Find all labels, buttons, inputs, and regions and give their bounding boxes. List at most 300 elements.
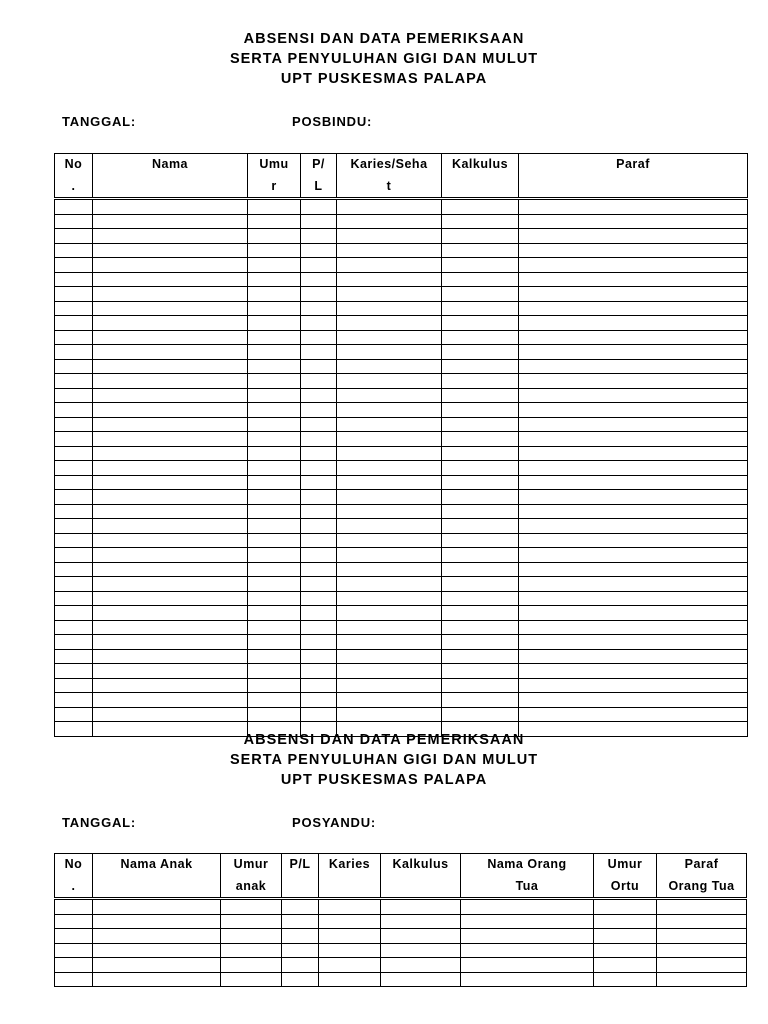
form1-blank-cell	[93, 635, 248, 650]
form2-blank-cell	[221, 899, 282, 915]
form1-blank-cell	[55, 490, 93, 505]
form1-blank-cell	[337, 562, 442, 577]
form2-blank-cell	[594, 899, 657, 915]
form1-blank-cell	[337, 258, 442, 273]
form1-blank-cell	[248, 707, 301, 722]
form1-blank-cell	[55, 417, 93, 432]
form1-blank-cell	[301, 359, 337, 374]
form1-blank-cell	[442, 693, 519, 708]
form1-blank-row	[55, 606, 748, 621]
form1-blank-row	[55, 693, 748, 708]
form1-blank-cell	[248, 606, 301, 621]
form2-blank-cell	[55, 972, 93, 987]
form2-blank-cell	[657, 972, 747, 987]
form1-blank-cell	[442, 490, 519, 505]
form1-blank-cell	[301, 548, 337, 563]
form2-blank-cell	[282, 914, 319, 929]
form1-blank-cell	[301, 214, 337, 229]
form1-blank-cell	[519, 359, 748, 374]
form2-blank-cell	[319, 899, 381, 915]
form1-blank-cell	[301, 562, 337, 577]
form1-blank-cell	[337, 548, 442, 563]
form1-blank-cell	[248, 504, 301, 519]
form1-blank-cell	[301, 606, 337, 621]
form1-blank-cell	[93, 664, 248, 679]
form1-blank-cell	[442, 562, 519, 577]
form1-blank-cell	[93, 519, 248, 534]
form1-blank-cell	[337, 519, 442, 534]
form1-blank-cell	[248, 243, 301, 258]
form1-blank-cell	[301, 664, 337, 679]
form1-blank-row	[55, 287, 748, 302]
form1-blank-cell	[55, 707, 93, 722]
form1-blank-cell	[55, 316, 93, 331]
form1-blank-cell	[93, 707, 248, 722]
form1-blank-cell	[55, 330, 93, 345]
form1-blank-cell	[442, 504, 519, 519]
form1-col-karies: Karies/Seha t	[337, 154, 442, 199]
form1-title-line-1: ABSENSI DAN DATA PEMERIKSAAN	[243, 31, 525, 47]
form1-blank-cell	[55, 301, 93, 316]
form2-blank-cell	[381, 914, 461, 929]
form1-blank-cell	[301, 301, 337, 316]
form1-blank-cell	[337, 620, 442, 635]
form2-blank-cell	[594, 914, 657, 929]
form1-blank-cell	[442, 330, 519, 345]
form2-blank-cell	[381, 943, 461, 958]
form2-blank-cell	[319, 943, 381, 958]
form1-blank-cell	[337, 635, 442, 650]
form1-blank-cell	[248, 199, 301, 215]
form2-blank-cell	[221, 958, 282, 973]
form1-blank-cell	[248, 417, 301, 432]
form1-blank-cell	[301, 330, 337, 345]
form1-blank-cell	[93, 316, 248, 331]
form1-col-kalkulus: Kalkulus	[442, 154, 519, 199]
form1-blank-cell	[55, 577, 93, 592]
form1-blank-row	[55, 316, 748, 331]
form1-blank-cell	[442, 475, 519, 490]
form1-blank-cell	[93, 214, 248, 229]
form1-blank-cell	[337, 606, 442, 621]
form1-blank-cell	[337, 693, 442, 708]
form1-blank-cell	[55, 229, 93, 244]
form1-blank-cell	[442, 374, 519, 389]
form1-blank-cell	[248, 635, 301, 650]
form1-blank-cell	[337, 388, 442, 403]
form1-blank-cell	[301, 432, 337, 447]
form1-blank-cell	[55, 359, 93, 374]
form1-blank-cell	[337, 374, 442, 389]
form2-blank-row	[55, 972, 747, 987]
form1-blank-cell	[93, 272, 248, 287]
form1-blank-cell	[248, 287, 301, 302]
form2-blank-cell	[657, 958, 747, 973]
form1-blank-cell	[55, 606, 93, 621]
form2-blank-cell	[282, 943, 319, 958]
form1-tanggal-label: TANGGAL:	[62, 114, 137, 129]
form1-blank-cell	[248, 519, 301, 534]
form1-blank-cell	[337, 301, 442, 316]
form1-blank-cell	[248, 693, 301, 708]
form1-blank-cell	[301, 519, 337, 534]
form1-blank-cell	[519, 272, 748, 287]
form2-blank-row	[55, 958, 747, 973]
form1-blank-cell	[519, 229, 748, 244]
form1-blank-cell	[93, 345, 248, 360]
form1-blank-cell	[301, 475, 337, 490]
form1-blank-cell	[519, 258, 748, 273]
form2-blank-cell	[282, 899, 319, 915]
form1-blank-cell	[248, 316, 301, 331]
form2-blank-row	[55, 943, 747, 958]
form1-blank-row	[55, 504, 748, 519]
form1-blank-row	[55, 388, 748, 403]
form1-blank-cell	[248, 403, 301, 418]
form1-blank-row	[55, 199, 748, 215]
form1-blank-cell	[301, 345, 337, 360]
form1-blank-cell	[248, 388, 301, 403]
form1-blank-cell	[337, 591, 442, 606]
form1-blank-cell	[55, 475, 93, 490]
form1-blank-cell	[442, 533, 519, 548]
form1-blank-cell	[93, 606, 248, 621]
form1-blank-cell	[93, 403, 248, 418]
form1-blank-cell	[301, 374, 337, 389]
form1-blank-cell	[301, 649, 337, 664]
form1-blank-cell	[519, 707, 748, 722]
form1-blank-row	[55, 577, 748, 592]
form1-blank-cell	[301, 533, 337, 548]
form1-blank-cell	[248, 359, 301, 374]
form1-col-nama: Nama	[93, 154, 248, 199]
form1-blank-cell	[442, 649, 519, 664]
form1-blank-cell	[93, 258, 248, 273]
form1-blank-cell	[55, 403, 93, 418]
form1-blank-cell	[442, 403, 519, 418]
form1-blank-cell	[519, 490, 748, 505]
form1-blank-cell	[93, 678, 248, 693]
form1-blank-cell	[301, 504, 337, 519]
form1-blank-cell	[248, 591, 301, 606]
form1-blank-cell	[248, 432, 301, 447]
form1-blank-cell	[93, 548, 248, 563]
form1-blank-cell	[55, 548, 93, 563]
form2-title-line-1: ABSENSI DAN DATA PEMERIKSAAN	[243, 732, 525, 748]
form1-blank-cell	[519, 620, 748, 635]
form1-blank-cell	[93, 461, 248, 476]
form1-col-no: No .	[55, 154, 93, 199]
form2-blank-cell	[221, 929, 282, 944]
form1-blank-cell	[519, 214, 748, 229]
form2-col-no: No .	[55, 854, 93, 899]
form2-attendance-table	[54, 853, 747, 987]
form1-blank-cell	[442, 417, 519, 432]
form1-blank-cell	[248, 301, 301, 316]
form2-col-nama-anak: Nama Anak	[93, 854, 221, 899]
form1-blank-cell	[442, 287, 519, 302]
form2-col-pl: P/L	[282, 854, 319, 899]
form1-blank-cell	[248, 330, 301, 345]
form2-blank-cell	[381, 972, 461, 987]
form1-blank-cell	[442, 620, 519, 635]
form1-blank-cell	[519, 287, 748, 302]
form2-blank-cell	[319, 929, 381, 944]
form2-blank-cell	[461, 943, 594, 958]
form1-blank-cell	[519, 548, 748, 563]
form1-blank-cell	[337, 649, 442, 664]
form2-title-line-3: UPT PUSKESMAS PALAPA	[280, 772, 488, 788]
form1-blank-cell	[301, 461, 337, 476]
form1-blank-cell	[337, 330, 442, 345]
form1-blank-row	[55, 533, 748, 548]
form2-blank-cell	[319, 914, 381, 929]
form2-posyandu-label: POSYANDU:	[292, 815, 377, 830]
form1-blank-cell	[442, 606, 519, 621]
form1-blank-cell	[337, 287, 442, 302]
form1-blank-cell	[337, 432, 442, 447]
form2-col-nama-orang-tua: Nama Orang Tua	[461, 854, 594, 899]
form1-blank-cell	[442, 577, 519, 592]
form1-blank-cell	[442, 678, 519, 693]
form2-blank-cell	[221, 914, 282, 929]
form1-blank-cell	[301, 403, 337, 418]
form1-blank-cell	[248, 446, 301, 461]
form1-blank-cell	[519, 199, 748, 215]
form1-blank-cell	[301, 229, 337, 244]
form2-blank-cell	[657, 943, 747, 958]
form1-blank-cell	[519, 678, 748, 693]
form1-blank-cell	[55, 272, 93, 287]
form1-blank-cell	[519, 417, 748, 432]
form1-blank-cell	[93, 475, 248, 490]
form1-blank-cell	[519, 693, 748, 708]
form1-blank-cell	[519, 403, 748, 418]
form1-blank-cell	[519, 374, 748, 389]
form2-blank-cell	[93, 943, 221, 958]
form1-blank-cell	[442, 461, 519, 476]
form2-blank-cell	[461, 899, 594, 915]
form1-blank-cell	[337, 403, 442, 418]
form2-blank-cell	[461, 914, 594, 929]
form1-blank-cell	[248, 577, 301, 592]
form1-blank-cell	[519, 606, 748, 621]
form1-blank-row	[55, 490, 748, 505]
form1-blank-cell	[248, 272, 301, 287]
form1-blank-row	[55, 432, 748, 447]
form1-blank-cell	[519, 446, 748, 461]
form1-blank-row	[55, 258, 748, 273]
form1-blank-cell	[301, 635, 337, 650]
form1-title-line-3: UPT PUSKESMAS PALAPA	[280, 71, 488, 87]
form1-posbindu-label: POSBINDU:	[292, 114, 373, 129]
form1-blank-cell	[301, 591, 337, 606]
form1-blank-cell	[519, 649, 748, 664]
form2-blank-cell	[461, 972, 594, 987]
form1-blank-row	[55, 519, 748, 534]
form1-blank-cell	[93, 577, 248, 592]
form2-blank-cell	[461, 958, 594, 973]
form1-blank-row	[55, 446, 748, 461]
form1-blank-cell	[442, 591, 519, 606]
form2-blank-cell	[657, 929, 747, 944]
form1-blank-cell	[93, 417, 248, 432]
form2-blank-cell	[221, 943, 282, 958]
form1-blank-row	[55, 359, 748, 374]
form1-blank-row	[55, 272, 748, 287]
form1-blank-row	[55, 403, 748, 418]
form1-blank-cell	[248, 678, 301, 693]
form1-blank-row	[55, 635, 748, 650]
form1-blank-cell	[337, 345, 442, 360]
form2-blank-cell	[282, 972, 319, 987]
form1-blank-row	[55, 649, 748, 664]
form2-blank-cell	[319, 958, 381, 973]
form1-blank-cell	[301, 707, 337, 722]
form1-blank-row	[55, 301, 748, 316]
form1-blank-cell	[55, 214, 93, 229]
form1-col-pl: P/ L	[301, 154, 337, 199]
form2-col-umur-ortu: Umur Ortu	[594, 854, 657, 899]
form2-blank-cell	[55, 943, 93, 958]
form1-blank-cell	[93, 287, 248, 302]
form1-blank-cell	[55, 519, 93, 534]
form2-blank-cell	[594, 972, 657, 987]
form1-blank-cell	[55, 664, 93, 679]
form1-blank-cell	[519, 301, 748, 316]
form1-blank-cell	[93, 359, 248, 374]
form2-blank-cell	[461, 929, 594, 944]
form2-blank-cell	[93, 914, 221, 929]
form1-blank-cell	[337, 446, 442, 461]
form1-blank-cell	[337, 272, 442, 287]
form1-blank-cell	[55, 562, 93, 577]
form2-blank-cell	[93, 899, 221, 915]
form2-blank-cell	[381, 958, 461, 973]
form1-blank-cell	[442, 707, 519, 722]
form1-blank-cell	[55, 243, 93, 258]
form1-blank-cell	[442, 229, 519, 244]
form2-tanggal-label: TANGGAL:	[62, 815, 137, 830]
form2-blank-cell	[381, 929, 461, 944]
form1-blank-cell	[519, 533, 748, 548]
form1-blank-cell	[248, 620, 301, 635]
form1-blank-cell	[337, 229, 442, 244]
form1-blank-row	[55, 475, 748, 490]
form1-blank-row	[55, 345, 748, 360]
form2-blank-cell	[93, 972, 221, 987]
form1-blank-cell	[55, 388, 93, 403]
form1-title-line-2: SERTA PENYULUHAN GIGI DAN MULUT	[229, 51, 539, 67]
form1-blank-cell	[337, 707, 442, 722]
form1-attendance-table	[54, 153, 748, 737]
form1-blank-row	[55, 707, 748, 722]
form1-blank-cell	[301, 577, 337, 592]
form1-blank-cell	[519, 432, 748, 447]
form1-blank-cell	[301, 388, 337, 403]
form1-blank-cell	[248, 649, 301, 664]
form1-blank-cell	[301, 678, 337, 693]
form1-blank-cell	[519, 562, 748, 577]
form1-blank-cell	[519, 504, 748, 519]
form2-col-umur-anak: Umur anak	[221, 854, 282, 899]
form1-blank-row	[55, 562, 748, 577]
form1-blank-cell	[519, 345, 748, 360]
form1-blank-cell	[93, 432, 248, 447]
form1-blank-cell	[337, 504, 442, 519]
form1-blank-cell	[301, 258, 337, 273]
form1-blank-cell	[93, 620, 248, 635]
form1-blank-cell	[337, 577, 442, 592]
form1-blank-cell	[55, 446, 93, 461]
form2-blank-cell	[594, 958, 657, 973]
form1-blank-cell	[442, 243, 519, 258]
form2-blank-row	[55, 899, 747, 915]
form2-blank-cell	[55, 929, 93, 944]
form1-blank-cell	[248, 490, 301, 505]
form1-blank-cell	[93, 199, 248, 215]
form1-blank-cell	[337, 417, 442, 432]
form1-blank-cell	[337, 678, 442, 693]
form1-blank-cell	[442, 316, 519, 331]
form1-blank-cell	[301, 446, 337, 461]
form1-blank-cell	[519, 577, 748, 592]
form1-blank-row	[55, 330, 748, 345]
form2-col-kalkulus: Kalkulus	[381, 854, 461, 899]
form1-blank-cell	[93, 504, 248, 519]
form1-blank-row	[55, 664, 748, 679]
form1-blank-cell	[519, 475, 748, 490]
form1-blank-cell	[301, 287, 337, 302]
form1-blank-row	[55, 214, 748, 229]
form2-blank-cell	[657, 914, 747, 929]
form1-blank-cell	[93, 229, 248, 244]
form1-blank-cell	[442, 272, 519, 287]
form1-blank-cell	[337, 533, 442, 548]
form1-blank-cell	[248, 258, 301, 273]
form1-blank-row	[55, 591, 748, 606]
form2-blank-cell	[319, 972, 381, 987]
form1-blank-cell	[93, 649, 248, 664]
form1-blank-row	[55, 678, 748, 693]
form2-blank-cell	[55, 958, 93, 973]
form2-blank-cell	[282, 929, 319, 944]
form1-col-paraf: Paraf	[519, 154, 748, 199]
form2-col-karies: Karies	[319, 854, 381, 899]
form1-blank-cell	[519, 591, 748, 606]
form1-blank-cell	[248, 229, 301, 244]
form1-blank-cell	[93, 374, 248, 389]
form1-blank-cell	[442, 301, 519, 316]
form1-blank-cell	[519, 461, 748, 476]
form2-blank-cell	[55, 914, 93, 929]
form1-blank-row	[55, 243, 748, 258]
form1-blank-cell	[93, 330, 248, 345]
form1-blank-cell	[337, 359, 442, 374]
form1-blank-cell	[248, 461, 301, 476]
form1-blank-row	[55, 461, 748, 476]
form1-blank-cell	[519, 330, 748, 345]
form1-blank-row	[55, 417, 748, 432]
form1-blank-cell	[55, 432, 93, 447]
form1-blank-cell	[248, 548, 301, 563]
form2-header-row	[55, 854, 747, 899]
form1-blank-cell	[55, 635, 93, 650]
form1-blank-cell	[248, 374, 301, 389]
form1-blank-cell	[442, 345, 519, 360]
form1-blank-cell	[55, 199, 93, 215]
form1-blank-cell	[442, 664, 519, 679]
